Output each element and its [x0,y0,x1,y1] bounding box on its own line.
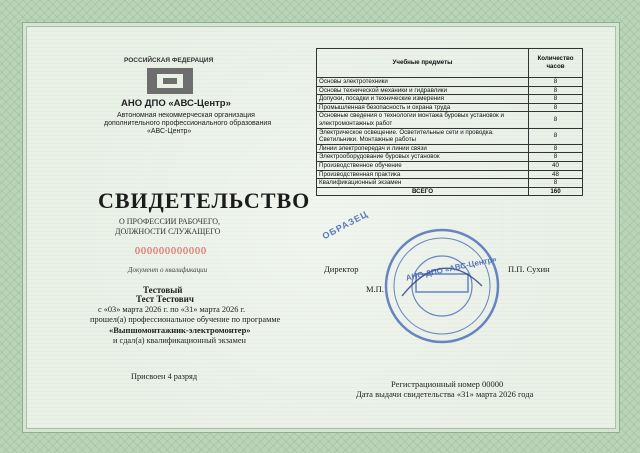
director-label: Директор [324,264,359,274]
subject-hours: 8 [529,103,583,112]
subject-name: Линии электропередач и линии связи [317,144,529,153]
total-hours: 160 [529,187,583,196]
federation-label: РОССИЙСКАЯ ФЕДЕРАЦИЯ [124,57,214,64]
org-full-name-line2: дополнительного профессионального образования [104,120,272,127]
table-row [317,179,583,188]
subject-name: Электрическое освещение. Осветительные сети и проводка. Светильники. Монтажные работы [317,128,529,144]
subject-hours: 8 [529,112,583,128]
column-header-hours: Количество часов [529,49,583,78]
subtitle-line1: О ПРОФЕССИИ РАБОЧЕГО, [119,217,221,226]
issue-date: Дата выдачи свидетельства «31» марта 2026 года [356,389,534,399]
training-statement: прошел(а) профессиональное обучение по программе [90,315,281,324]
organization-logo-icon [143,66,197,96]
table-row [317,112,583,128]
subject-hours: 8 [529,78,583,87]
table-row [317,103,583,112]
table-row [317,78,583,87]
table-row [317,170,583,179]
subject-name: Промышленная безопасность и охрана труда [317,103,529,112]
org-full-name-line1: Автономная некоммерческая организация [117,112,255,119]
table-row [317,128,583,144]
subject-name: Производственное обучение [317,161,529,170]
subject-name: Электрооборудование буровых установок [317,153,529,162]
subject-hours: 8 [529,95,583,104]
subjects-table-body [317,78,583,188]
holder-surname: Тестовый [143,285,183,295]
subject-name: Основные сведения о технологии монтажа буровых установок и электромонтажных работ [317,112,529,128]
subject-hours: 40 [529,161,583,170]
certificate-number: 000000000000 [135,246,207,257]
subject-hours: 8 [529,144,583,153]
table-row [317,153,583,162]
document-type: Документ о квалификации [128,266,208,274]
table-total-row [317,187,583,196]
subject-hours: 8 [529,86,583,95]
sample-watermark: ОБРАЗЕЦ [320,208,370,242]
subject-hours: 8 [529,153,583,162]
table-row [317,95,583,104]
director-name: П.П. Сухин [508,264,550,274]
table-row [317,144,583,153]
assigned-rank: Присвоен 4 разряд [131,372,198,381]
table-row [317,86,583,95]
seal-place-label: М.П. [366,284,384,294]
holder-name: Тест Тестович [136,294,194,304]
subject-name: Допуски, посадки и технические измерения [317,95,529,104]
organization-stamp-icon [382,226,502,346]
subject-name: Квалификационный экзамен [317,179,529,188]
registration-number: Регистрационный номер 00000 [391,379,504,389]
total-label: ВСЕГО [317,187,529,196]
subject-name: Основы электротехники [317,78,529,87]
subtitle-line2: ДОЛЖНОСТИ СЛУЖАЩЕГО [115,227,221,236]
subject-name: Производственная практика [317,170,529,179]
table-header-row [317,49,583,78]
subject-hours: 48 [529,170,583,179]
subjects-table [316,48,583,196]
org-full-name-line3: «АВС-Центр» [147,128,192,135]
subject-hours: 8 [529,128,583,144]
document-title: СВИДЕТЕЛЬСТВО [98,188,311,213]
program-name: «Выпшомонтажник-электромонтер» [109,325,251,335]
study-period: с «03» марта 2026 г. по «31» марта 2026 г. [98,305,246,314]
exam-statement: и сдал(а) квалификационный экзамен [113,336,246,345]
subject-hours: 8 [529,179,583,188]
table-row [317,161,583,170]
column-header-subjects: Учебные предметы [317,49,529,78]
org-short-name: АНО ДПО «АВС-Центр» [121,98,231,109]
subject-name: Основы технической механики и гидравлики [317,86,529,95]
stamp-text: АНО ДПО «АВС-Центр» [405,254,498,283]
